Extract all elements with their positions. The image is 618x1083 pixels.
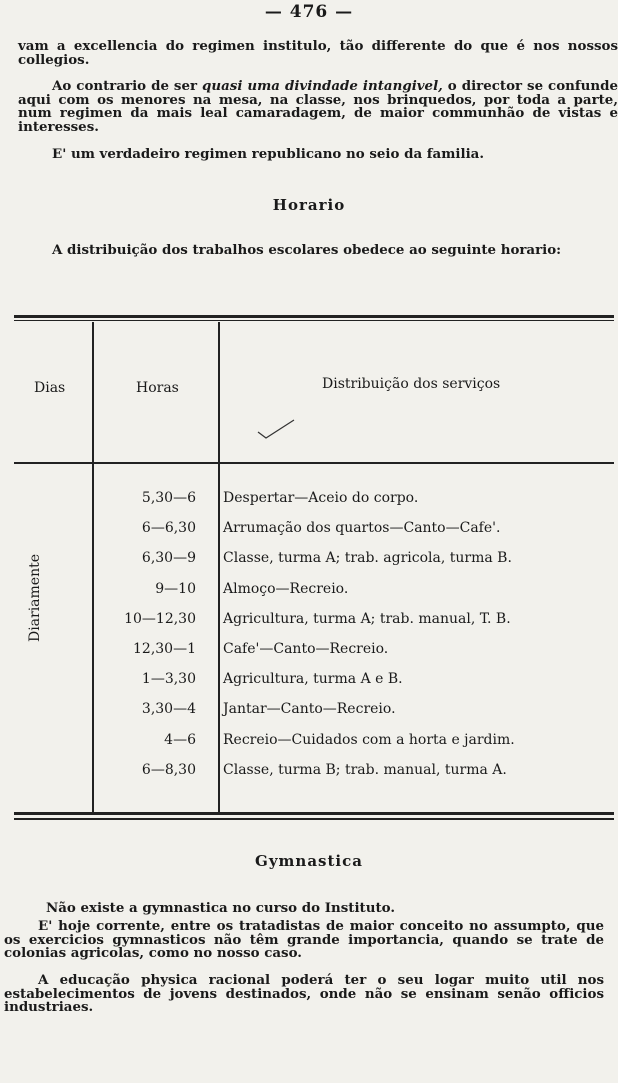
row-horas: 1—3,30 bbox=[141, 671, 196, 688]
gymnastica-paragraph-2: E' hoje corrente, entre os tratadistas de maior conceito no assumpto, que os exercicios gymnasticos não têm grande importancia, quando se trate de colonias agricolas, como no nosso caso. bbox=[4, 918, 604, 962]
row-servico: Classe, turma A; trab. agricola, turma B. bbox=[223, 550, 512, 567]
table-bottom-rule bbox=[14, 812, 614, 815]
row-horas: 3,30—4 bbox=[141, 701, 196, 718]
header-horas: Horas bbox=[136, 380, 179, 396]
row-servico: Agricultura, turma A; trab. manual, T. B. bbox=[223, 610, 511, 627]
header-servicos: Distribuição dos serviços bbox=[322, 376, 501, 392]
table-row bbox=[0, 732, 618, 754]
table-row bbox=[0, 671, 618, 693]
table-bottom-rule-2 bbox=[14, 818, 614, 820]
horario-lead: A distribuição dos trabalhos escolares obedece ao seguinte horario: bbox=[52, 242, 562, 258]
row-servico: Classe, turma B; trab. manual, turma A. bbox=[223, 761, 507, 778]
table-top-rule bbox=[14, 315, 614, 318]
gymnastica-paragraph-1: Não existe a gymnastica no curso do Instituto. bbox=[46, 900, 396, 916]
row-horas: 4—6 bbox=[164, 731, 196, 748]
row-servico: Jantar—Canto—Recreio. bbox=[223, 701, 396, 718]
row-servico: Agricultura, turma A e B. bbox=[223, 671, 403, 688]
intro-p2-start: Ao contrario de ser bbox=[52, 78, 203, 94]
intro-p2-end: o director se confunde aqui com os menores na mesa, na classe, nos brinquedos, por toda a parte, num regimen da mais leal camaradagem, de maior communhão de vistas e interesses. bbox=[18, 78, 618, 135]
table-row bbox=[0, 701, 618, 723]
gymnastica-paragraph-3: A educação physica racional poderá ter o seu logar muito util nos estabelecimentos de jovens destinados, onde não se ensinam senão officios industriaes. bbox=[4, 972, 604, 1016]
row-horas: 5,30—6 bbox=[141, 490, 196, 506]
horario-heading: Horario bbox=[272, 196, 346, 214]
table-row bbox=[0, 762, 618, 784]
table-row bbox=[0, 641, 618, 663]
pencil-tick-mark bbox=[256, 416, 296, 440]
table-row bbox=[0, 581, 618, 603]
table-top-rule-thin bbox=[14, 320, 614, 321]
header-rule bbox=[14, 462, 614, 464]
row-servico: Cafe'—Canto—Recreio. bbox=[223, 641, 389, 657]
table-row bbox=[0, 490, 618, 512]
page-number: — 476 — bbox=[264, 2, 354, 22]
table-row bbox=[0, 550, 618, 572]
intro-paragraph-2 bbox=[18, 80, 618, 134]
row-horas: 10—12,30 bbox=[124, 610, 196, 627]
row-horas: 6—6,30 bbox=[141, 520, 196, 537]
row-horas: 12,30—1 bbox=[133, 641, 196, 657]
intro-paragraph-3: E' um verdadeiro regimen republicano no seio da familia. bbox=[52, 146, 484, 162]
side-label-diariamente: Diariamente bbox=[27, 553, 43, 643]
row-servico: Almoço—Recreio. bbox=[223, 580, 349, 597]
row-servico: Arrumação dos quartos—Canto—Cafe'. bbox=[223, 520, 501, 537]
intro-paragraph-1: vam a excellencia do regimen institulo, tão differente do que é nos nossos collegios. bbox=[18, 38, 618, 68]
header-dias: Dias bbox=[34, 380, 66, 396]
row-horas: 6,30—9 bbox=[141, 550, 196, 567]
row-servico: Despertar—Aceio do corpo. bbox=[223, 490, 419, 506]
table-row bbox=[0, 520, 618, 542]
row-horas: 9—10 bbox=[155, 580, 196, 597]
gymnastica-heading: Gymnastica bbox=[255, 852, 363, 870]
table-row bbox=[0, 611, 618, 633]
intro-p2-italic: quasi uma divindade intangivel, bbox=[202, 78, 443, 94]
row-horas: 6—8,30 bbox=[141, 761, 196, 778]
row-servico: Recreio—Cuidados com a horta e jardim. bbox=[223, 731, 515, 748]
